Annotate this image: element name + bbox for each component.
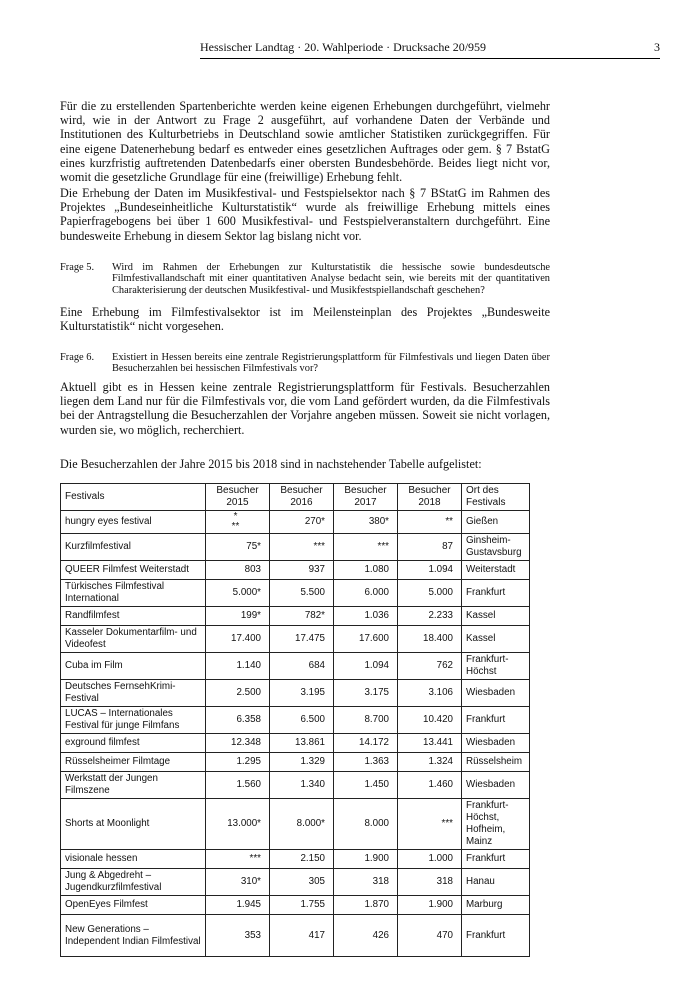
- visitors-2018: ***: [398, 799, 462, 850]
- visitors-2018: 1.000: [398, 850, 462, 869]
- document-reference: Hessischer Landtag · 20. Wahlperiode · Drucksache 20/959: [200, 40, 487, 54]
- table-intro: Die Besucherzahlen der Jahre 2015 bis 2018 sind in nachstehender Tabelle aufgelistet:: [60, 457, 482, 471]
- visitors-2016: 6.500: [270, 707, 334, 734]
- festival-name: exground filmfest: [61, 734, 206, 753]
- festival-location: Marburg: [462, 896, 530, 915]
- festival-location: Ginsheim-Gustavsburg: [462, 534, 530, 561]
- visitors-2015: 17.400: [206, 626, 270, 653]
- answer-paragraph-3: Eine Erhebung im Filmfestivalsektor ist im Meilensteinplan des Projektes „Bundesweite Kulturstatistik“ nicht vorgesehen.: [60, 305, 550, 334]
- festival-location: Hanau: [462, 869, 530, 896]
- festival-name: hungry eyes festival: [61, 511, 206, 534]
- visitors-2017: 8.700: [334, 707, 398, 734]
- visitors-2017: 426: [334, 915, 398, 957]
- page-number: 3: [654, 40, 660, 54]
- visitors-2015: ***: [206, 850, 270, 869]
- table-row: [61, 753, 530, 772]
- festival-name: New Generations – Independent Indian Filmfestival: [61, 915, 206, 957]
- table-row: [61, 561, 530, 580]
- visitor-table-container: [60, 483, 530, 957]
- table-row: [61, 511, 530, 534]
- festival-location: Frankfurt-Höchst, Hofheim, Mainz: [462, 799, 530, 850]
- visitors-2018: 18.400: [398, 626, 462, 653]
- visitors-2016: 937: [270, 561, 334, 580]
- answer-paragraph-1: Für die zu erstellenden Spartenberichte werden keine eigenen Erhebungen durchgeführt, vielmehr wird, wie in der Antwort zu Frage 2 ausgeführt, auf vorhandene Daten der Verbände und Institutionen des Kulturbetriebs in Deutschland sowie amtlicher Statistiken zurückgegriffen. Für eine eigene Datenerhebung bedarf es entweder eines gesetzlichen Auftrages oder gem. § 7 BstatG eines kurzfristig auftretenden Datenbedarfs einer obersten Bundesbehörde. Beides liegt nicht vor, womit die gesetzliche Grundlage für eine (freiwillige) Erhebung fehlt.: [60, 99, 550, 185]
- visitors-2015: 1.560: [206, 772, 270, 799]
- column-header: Besucher 2017: [334, 484, 398, 511]
- visitors-2015: 13.000*: [206, 799, 270, 850]
- visitors-2016: 782*: [270, 607, 334, 626]
- table-row: [61, 850, 530, 869]
- visitors-2016: 417: [270, 915, 334, 957]
- visitors-2018: 1.094: [398, 561, 462, 580]
- visitors-2016: 684: [270, 653, 334, 680]
- table-row: [61, 653, 530, 680]
- visitors-2016: 8.000*: [270, 799, 334, 850]
- visitors-2017: 318: [334, 869, 398, 896]
- table-row: [61, 707, 530, 734]
- visitors-2017: 8.000: [334, 799, 398, 850]
- festival-name: Werkstatt der Jungen Filmszene: [61, 772, 206, 799]
- visitors-2016: 2.150: [270, 850, 334, 869]
- visitors-2015: 199*: [206, 607, 270, 626]
- table-row: [61, 680, 530, 707]
- question-text: Existiert in Hessen bereits eine zentrale Registrierungsplattform für Filmfestivals und liegen Daten über Besucherzahlen bei hessischen Filmfestivals vor?: [112, 352, 550, 375]
- visitors-2016: 5.500: [270, 580, 334, 607]
- visitors-2015: 75*: [206, 534, 270, 561]
- festival-name: OpenEyes Filmfest: [61, 896, 206, 915]
- column-header: Besucher 2015: [206, 484, 270, 511]
- festival-location: Rüsselsheim: [462, 753, 530, 772]
- festival-name: Jung & Abgedreht – Jugendkurzfilmfestival: [61, 869, 206, 896]
- visitors-2016: ***: [270, 534, 334, 561]
- festival-name: Türkisches Filmfestival International: [61, 580, 206, 607]
- visitors-2018: 762: [398, 653, 462, 680]
- visitors-2017: 1.094: [334, 653, 398, 680]
- table-row: [61, 915, 530, 957]
- festival-name: Cuba im Film: [61, 653, 206, 680]
- visitors-2018: 3.106: [398, 680, 462, 707]
- visitors-2017: 14.172: [334, 734, 398, 753]
- visitors-2015: 5.000*: [206, 580, 270, 607]
- column-header: Besucher 2018: [398, 484, 462, 511]
- visitors-2017: 6.000: [334, 580, 398, 607]
- visitors-2016: 3.195: [270, 680, 334, 707]
- festival-location: Frankfurt: [462, 850, 530, 869]
- table-header-row: [61, 484, 530, 511]
- visitors-2018: 470: [398, 915, 462, 957]
- festival-name: Kasseler Dokumentarfilm- und Videofest: [61, 626, 206, 653]
- visitors-2015: 803: [206, 561, 270, 580]
- visitors-2018: 5.000: [398, 580, 462, 607]
- question-6: [60, 352, 550, 376]
- visitors-2015: 6.358: [206, 707, 270, 734]
- visitors-2017: ***: [334, 534, 398, 561]
- festival-name: Randfilmfest: [61, 607, 206, 626]
- visitors-2016: 305: [270, 869, 334, 896]
- column-header: Ort des Festivals: [462, 484, 530, 511]
- table-row: [61, 626, 530, 653]
- visitors-2017: 1.870: [334, 896, 398, 915]
- visitors-2015: 2.500: [206, 680, 270, 707]
- question-label: Frage 5.: [60, 262, 95, 273]
- table-row: [61, 580, 530, 607]
- visitors-2016: 13.861: [270, 734, 334, 753]
- festival-name: Deutsches FernsehKrimi-Festival: [61, 680, 206, 707]
- column-header: Festivals: [61, 484, 206, 511]
- visitors-2018: 10.420: [398, 707, 462, 734]
- festival-location: Frankfurt: [462, 915, 530, 957]
- visitors-2015: * **: [206, 511, 270, 534]
- visitors-2018: 1.900: [398, 896, 462, 915]
- visitors-2017: 1.080: [334, 561, 398, 580]
- visitors-2016: 1.340: [270, 772, 334, 799]
- visitors-2018: 318: [398, 869, 462, 896]
- festival-location: Wiesbaden: [462, 772, 530, 799]
- visitors-2018: 1.460: [398, 772, 462, 799]
- visitors-2018: 2.233: [398, 607, 462, 626]
- visitors-2018: 1.324: [398, 753, 462, 772]
- visitors-2015: 1.295: [206, 753, 270, 772]
- visitors-2016: 270*: [270, 511, 334, 534]
- visitor-table: [60, 483, 530, 957]
- table-row: [61, 734, 530, 753]
- visitors-2017: 1.036: [334, 607, 398, 626]
- festival-location: Wiesbaden: [462, 680, 530, 707]
- festival-location: Gießen: [462, 511, 530, 534]
- question-label: Frage 6.: [60, 352, 95, 363]
- festival-name: QUEER Filmfest Weiterstadt: [61, 561, 206, 580]
- visitors-2017: 17.600: [334, 626, 398, 653]
- visitors-2016: 1.329: [270, 753, 334, 772]
- festival-location: Frankfurt-Höchst: [462, 653, 530, 680]
- festival-location: Frankfurt: [462, 580, 530, 607]
- visitors-2015: 1.140: [206, 653, 270, 680]
- visitors-2017: 1.363: [334, 753, 398, 772]
- table-row: [61, 896, 530, 915]
- visitors-2017: 1.900: [334, 850, 398, 869]
- festival-location: Kassel: [462, 626, 530, 653]
- festival-name: visionale hessen: [61, 850, 206, 869]
- table-row: [61, 772, 530, 799]
- festival-name: Rüsselsheimer Filmtage: [61, 753, 206, 772]
- visitors-2016: 17.475: [270, 626, 334, 653]
- visitors-2015: 310*: [206, 869, 270, 896]
- visitors-2018: 13.441: [398, 734, 462, 753]
- festival-name: Kurzfilmfestival: [61, 534, 206, 561]
- table-row: [61, 869, 530, 896]
- answer-paragraph-4: Aktuell gibt es in Hessen keine zentrale Registrierungsplattform für Festivals. Besucherzahlen liegen dem Land nur für die Filmfestivals vor, die vom Land gefördert wurden, da die Filmfestivals bei der Antragstellung die Besucherzahlen der Vorjahre angeben müssen. Soweit sie nicht vorlagen, wurden sie, wo möglich, recherchiert.: [60, 380, 550, 437]
- visitors-2015: 12.348: [206, 734, 270, 753]
- festival-name: LUCAS – Internationales Festival für junge Filmfans: [61, 707, 206, 734]
- question-text: Wird im Rahmen der Erhebungen zur Kulturstatistik die hessische sowie bundesdeutsche Filmfestivallandschaft mit einer quantitativen Analyse bedacht sein, wie bereits mit der quantitativen Charakterisierung der deutschen Musikfestival- und Musikfestspiellandschaft geschehen?: [112, 262, 550, 296]
- question-5: [60, 262, 550, 298]
- visitors-2017: 380*: [334, 511, 398, 534]
- visitors-2018: **: [398, 511, 462, 534]
- visitors-2017: 1.450: [334, 772, 398, 799]
- header-divider: [200, 58, 660, 59]
- visitors-2015: 353: [206, 915, 270, 957]
- visitors-2015: 1.945: [206, 896, 270, 915]
- festival-location: Kassel: [462, 607, 530, 626]
- visitors-2017: 3.175: [334, 680, 398, 707]
- column-header: Besucher 2016: [270, 484, 334, 511]
- festival-location: Frankfurt: [462, 707, 530, 734]
- visitors-2016: 1.755: [270, 896, 334, 915]
- festival-location: Weiterstadt: [462, 561, 530, 580]
- table-row: [61, 534, 530, 561]
- table-row: [61, 607, 530, 626]
- table-row: [61, 799, 530, 850]
- festival-location: Wiesbaden: [462, 734, 530, 753]
- visitors-2018: 87: [398, 534, 462, 561]
- answer-paragraph-2: Die Erhebung der Daten im Musikfestival- und Festspielsektor nach § 7 BStatG im Rahmen des Projektes „Bundeseinheitliche Kulturstatistik“ wurde als freiwillige Erhebung mittels eines Papierfragebogens bei über 1 600 Musikfestival- und Festspielveranstaltern durchgeführt. Eine bundesweite Erhebung in diesem Sektor lag bislang nicht vor.: [60, 186, 550, 243]
- festival-name: Shorts at Moonlight: [61, 799, 206, 850]
